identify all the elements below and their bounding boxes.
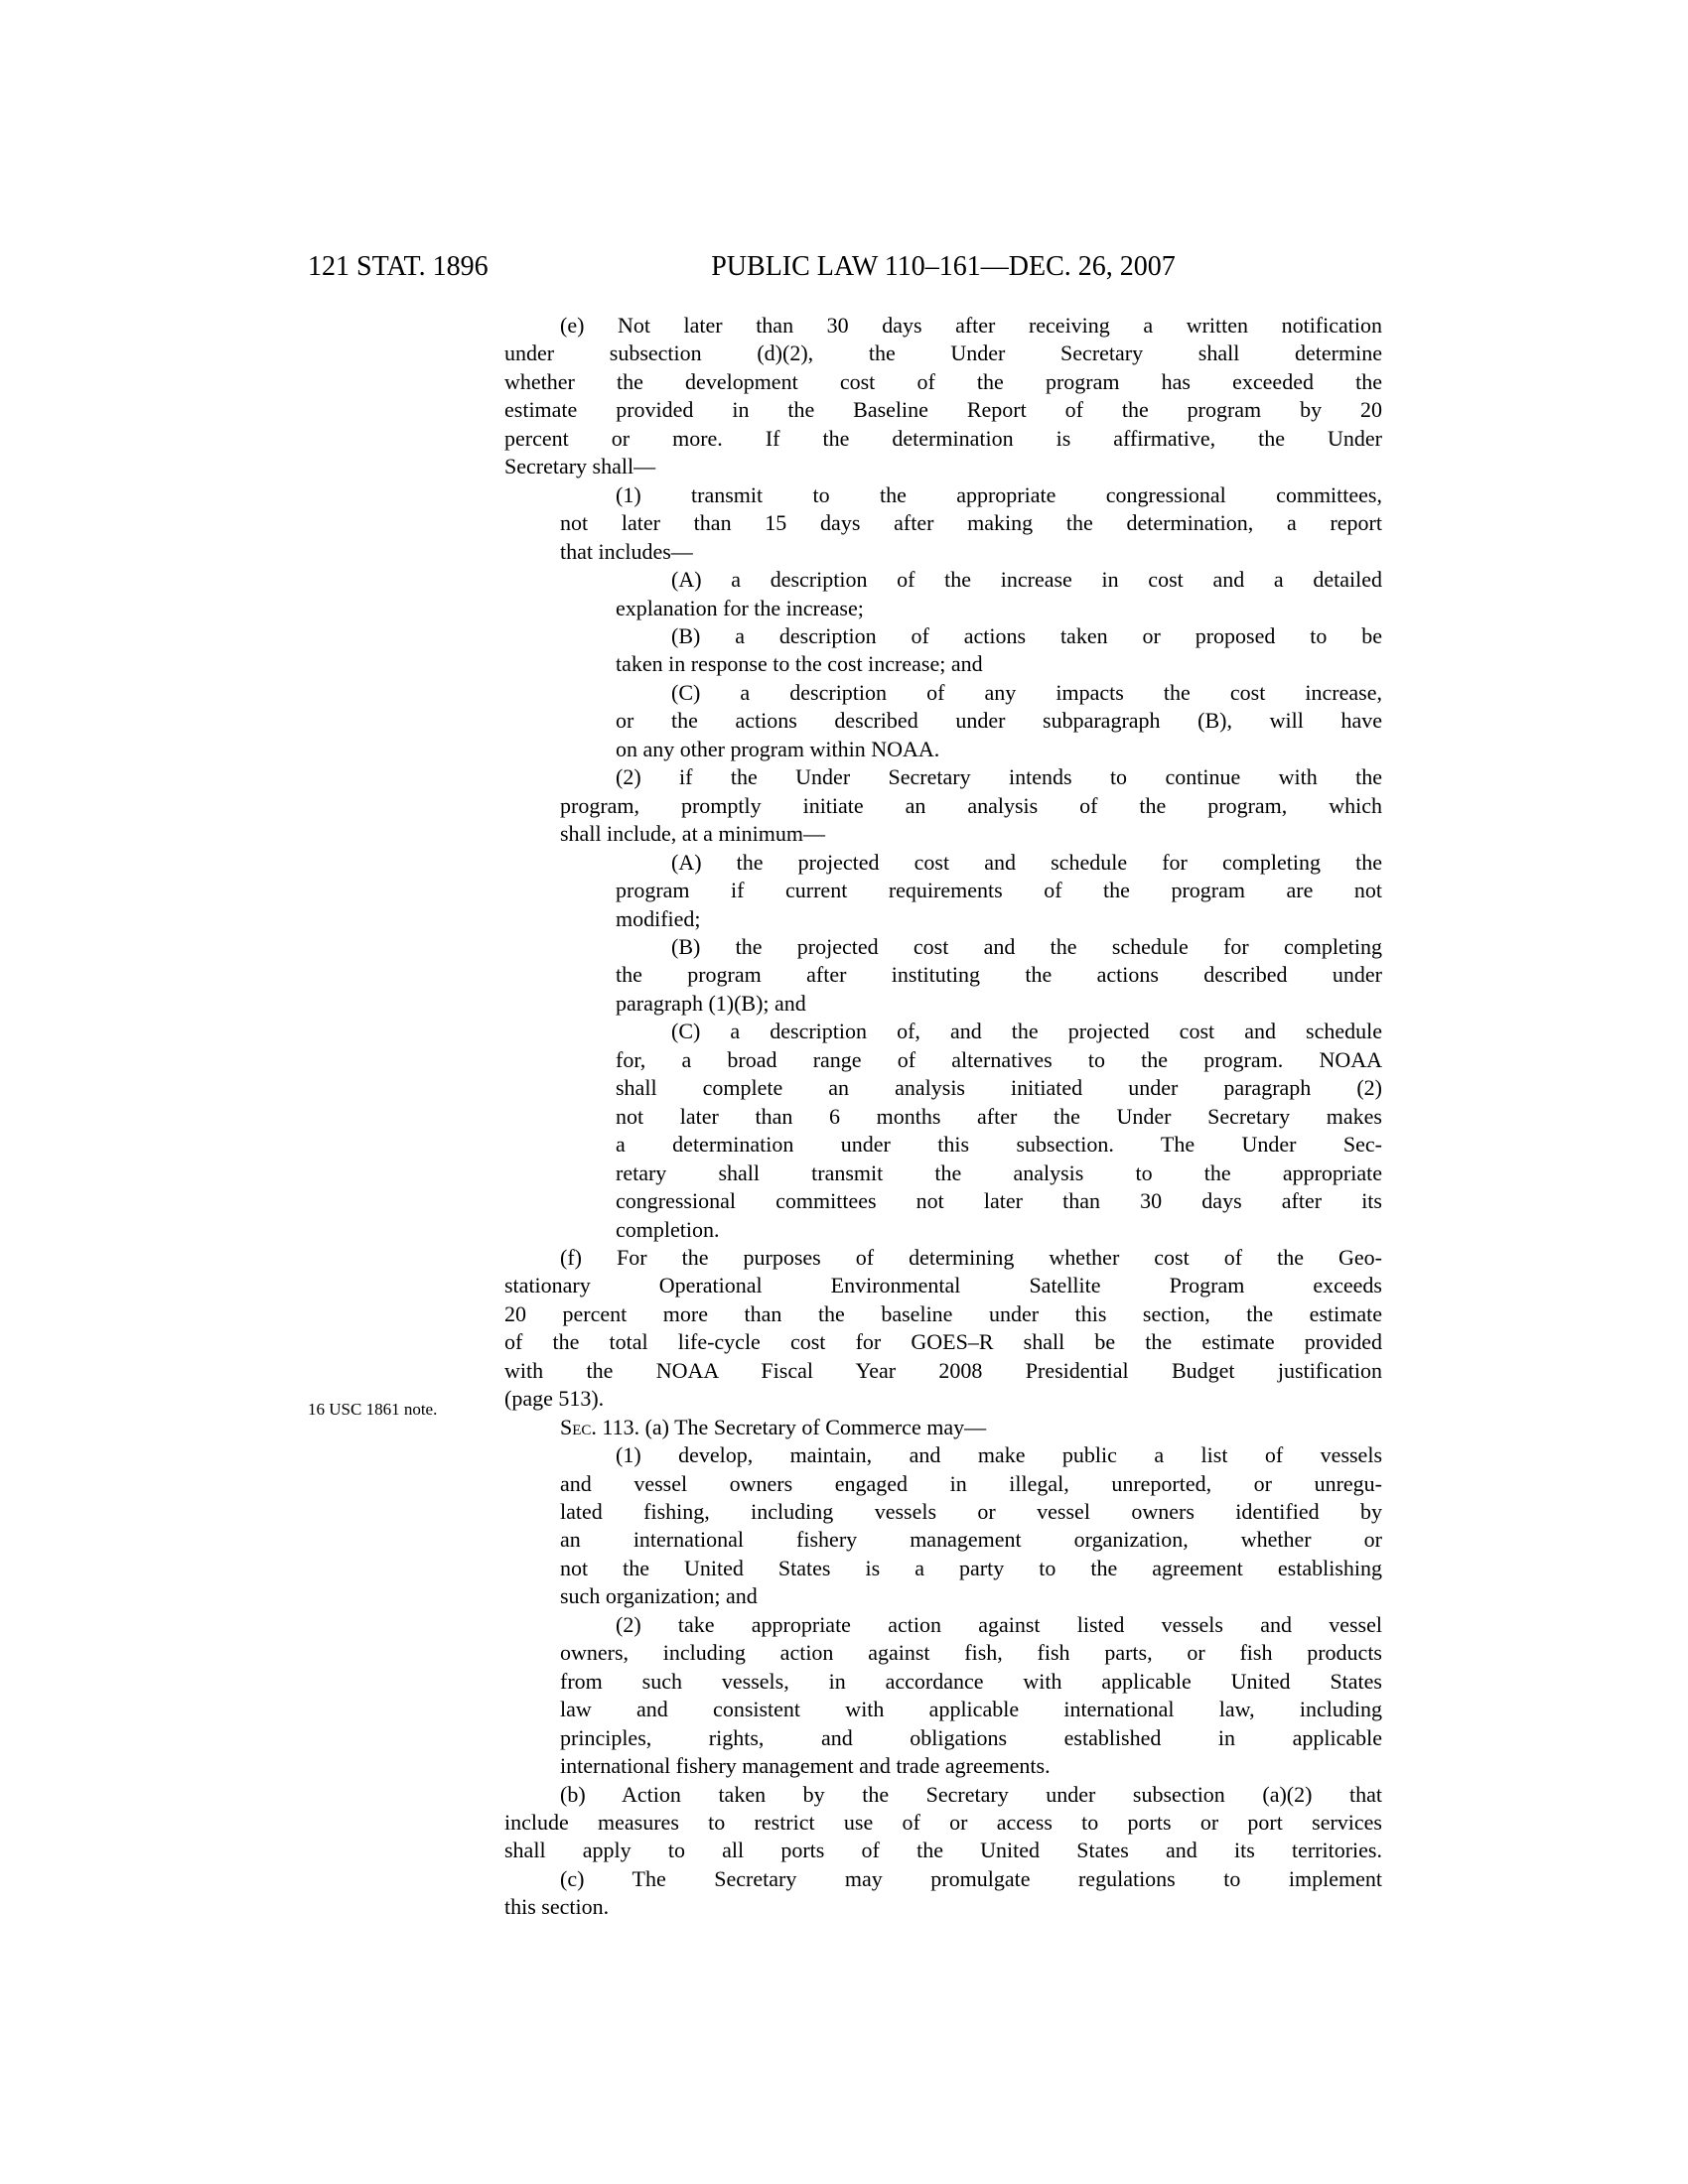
text-line: shall apply to all ports of the United States and its territories.: [504, 1838, 1382, 1863]
margin-note: 16 USC 1861 note.: [308, 1400, 438, 1419]
text-line: program, promptly initiate an analysis of the program, which: [560, 792, 1382, 818]
text-line: (c) The Secretary may promulgate regulations to implement: [560, 1865, 1382, 1891]
text-line: not the United States is a party to the agreement establishing: [560, 1555, 1382, 1580]
text-line: this section.: [504, 1894, 610, 1920]
law-title: PUBLIC LAW 110–161—DEC. 26, 2007: [711, 251, 1176, 282]
text-line: (2) if the Under Secretary intends to continue with the: [616, 764, 1382, 790]
text-line: not later than 6 months after the Under Secretary makes: [616, 1103, 1382, 1129]
text-line: taken in response to the cost increase; and: [616, 651, 983, 677]
text-line: international fishery management and trade agreements.: [560, 1753, 1051, 1779]
text-line: or the actions described under subparagraph (B), will have: [616, 708, 1382, 734]
text-line: (e) Not later than 30 days after receiving a written notification: [560, 313, 1382, 338]
text-line: 20 percent more than the baseline under this section, the estimate: [504, 1300, 1382, 1326]
section-label: Sec.: [560, 1414, 603, 1439]
text-line: owners, including action against fish, fish parts, or fish products: [560, 1640, 1382, 1666]
text-line: (b) Action taken by the Secretary under subsection (a)(2) that: [560, 1781, 1382, 1807]
text-line: Secretary shall—: [504, 454, 656, 479]
text-line: and vessel owners engaged in illegal, unreported, or unregu-: [560, 1470, 1382, 1496]
text-line: for, a broad range of alternatives to the program. NOAA: [616, 1046, 1382, 1072]
text-line: (f) For the purposes of determining whether cost of the Geo-: [560, 1244, 1382, 1270]
text-line: Sec. 113. (a) The Secretary of Commerce may—: [560, 1414, 987, 1439]
text-line: principles, rights, and obligations established in applicable: [560, 1724, 1382, 1750]
text-line: estimate provided in the Baseline Report of the program by 20: [504, 397, 1382, 423]
text-line: (page 513).: [504, 1386, 605, 1412]
text-line: explanation for the increase;: [616, 595, 864, 620]
text-line: (B) the projected cost and the schedule for completing: [671, 933, 1382, 959]
text-line: that includes—: [560, 538, 693, 564]
text-line: modified;: [616, 905, 701, 931]
text-line: a determination under this subsection. The Under Sec-: [616, 1132, 1382, 1158]
text-line: not later than 15 days after making the determination, a report: [560, 510, 1382, 536]
text-line: percent or more. If the determination is affirmative, the Under: [504, 425, 1382, 451]
text-line: under subsection (d)(2), the Under Secretary shall determine: [504, 341, 1382, 366]
text-line: (A) the projected cost and schedule for completing the: [671, 849, 1382, 875]
text-line: paragraph (1)(B); and: [616, 990, 806, 1016]
text-line: such organization; and: [560, 1583, 758, 1609]
document-body: [504, 312, 1382, 1922]
text-line: (1) develop, maintain, and make public a list of vessels: [616, 1442, 1382, 1468]
text-line: on any other program within NOAA.: [616, 736, 940, 761]
text-line: from such vessels, in accordance with applicable United States: [560, 1668, 1382, 1694]
text-line: (C) a description of, and the projected cost and schedule: [671, 1019, 1382, 1044]
text-line: (B) a description of actions taken or proposed to be: [671, 622, 1382, 648]
text-line: (2) take appropriate action against listed vessels and vessel: [616, 1611, 1382, 1637]
stat-page-number: 121 STAT. 1896: [308, 251, 489, 282]
text-line: stationary Operational Environmental Satellite Program exceeds: [504, 1273, 1382, 1298]
text-line: of the total life-cycle cost for GOES–R shall be the estimate provided: [504, 1329, 1382, 1355]
text-line: an international fishery management organization, whether or: [560, 1527, 1382, 1553]
text-line: program if current requirements of the program are not: [616, 878, 1382, 903]
text-line: completion.: [616, 1216, 720, 1242]
text-line: (A) a description of the increase in cost and a detailed: [671, 567, 1382, 593]
text-line: law and consistent with applicable international law, including: [560, 1697, 1382, 1722]
text-line: lated fishing, including vessels or vessel owners identified by: [560, 1499, 1382, 1525]
text-line: the program after instituting the actions described under: [616, 962, 1382, 988]
text-line: retary shall transmit the analysis to the appropriate: [616, 1160, 1382, 1185]
text-line: shall include, at a minimum—: [560, 821, 826, 847]
text-line: congressional committees not later than 30 days after its: [616, 1188, 1382, 1214]
text-line: whether the development cost of the program has exceeded the: [504, 368, 1382, 394]
text-line: with the NOAA Fiscal Year 2008 Presidential Budget justification: [504, 1357, 1382, 1383]
text-line: (1) transmit to the appropriate congressional committees,: [616, 481, 1382, 507]
running-head: [0, 250, 1688, 290]
text-line: include measures to restrict use of or access to ports or port services: [504, 1810, 1382, 1836]
text-line: shall complete an analysis initiated under paragraph (2): [616, 1075, 1382, 1101]
text-line: (C) a description of any impacts the cost increase,: [671, 679, 1382, 705]
